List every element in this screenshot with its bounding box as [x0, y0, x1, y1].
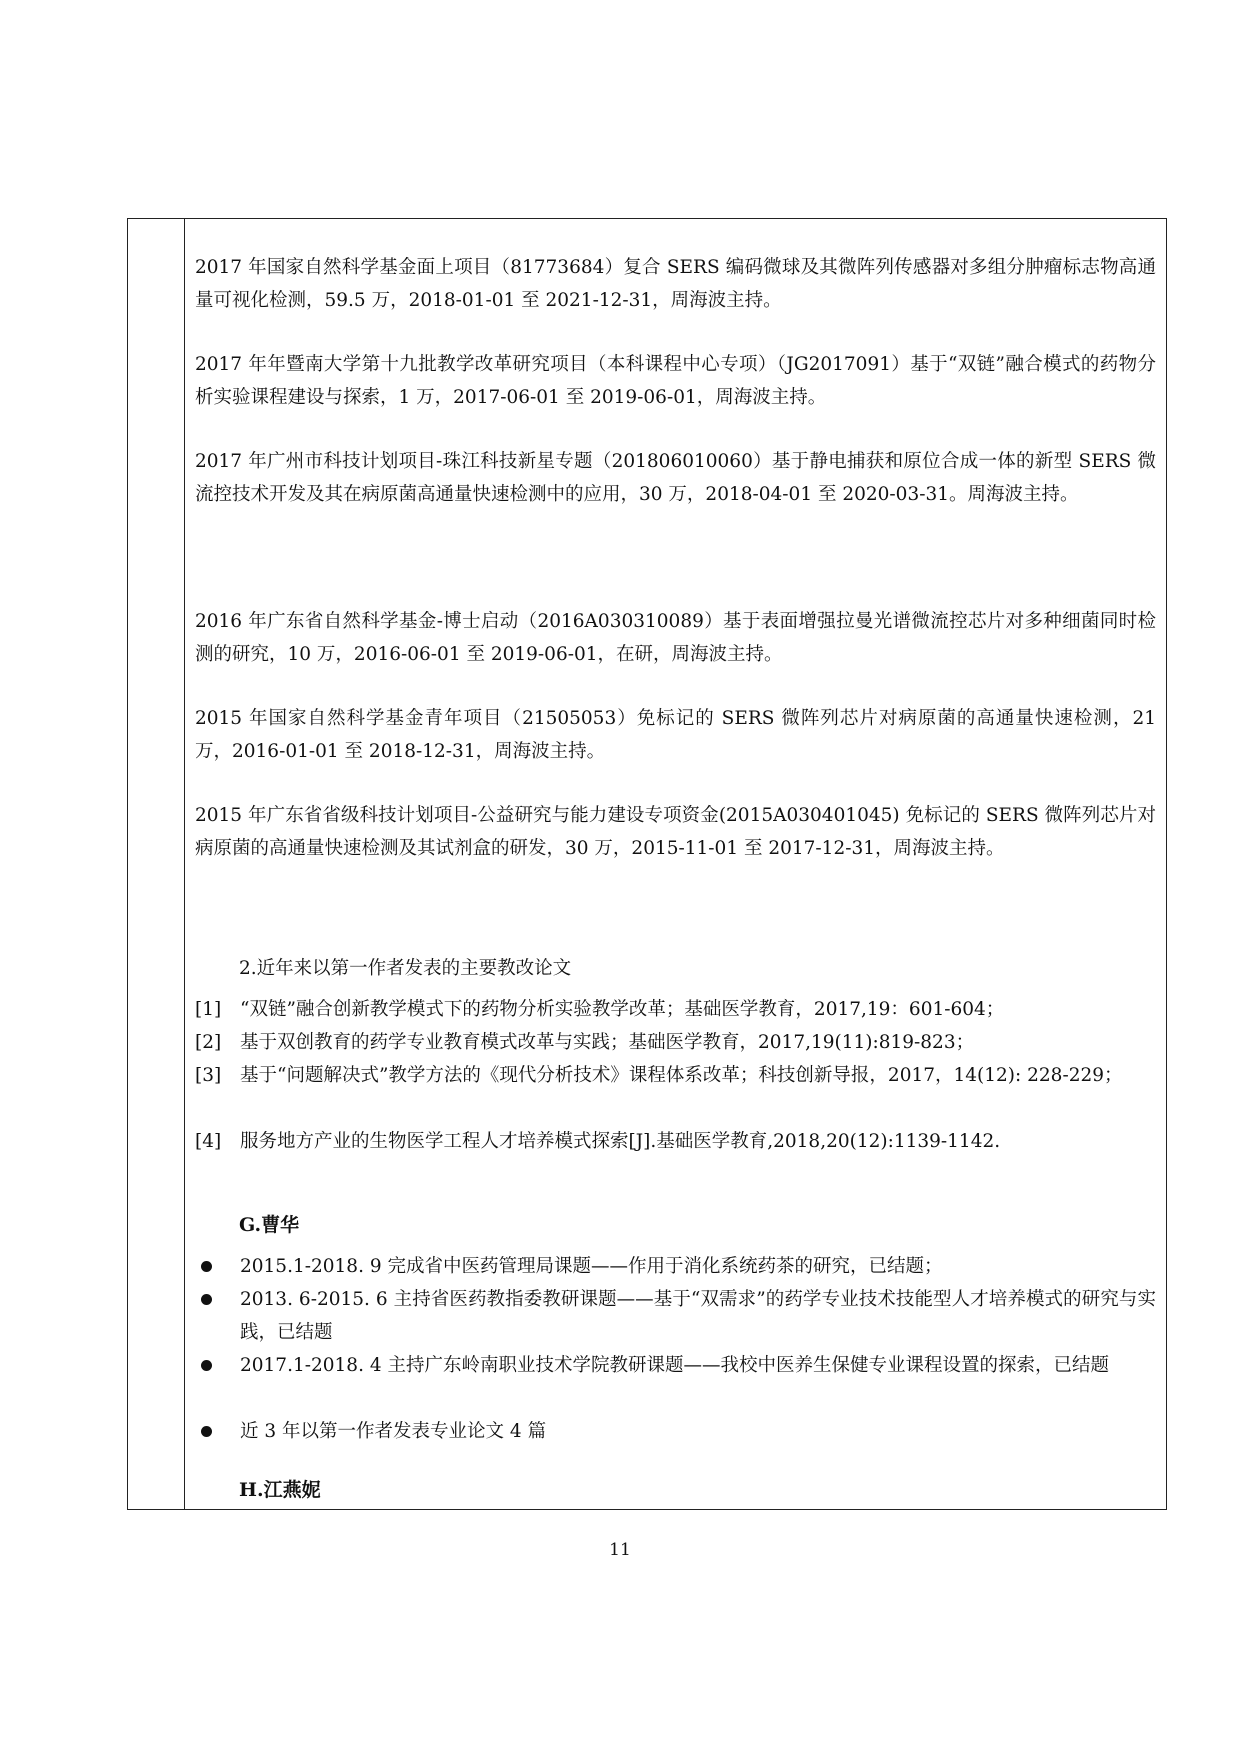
reference-text: “双链”融合创新教学模式下的药物分析实验教学改革；基础医学教育，2017,19：601-604； [240, 999, 1005, 1020]
person-heading-h: H.江燕妮 [239, 1479, 321, 1501]
reference-text: 服务地方产业的生物医学工程人才培养模式探索[J].基础医学教育,2018,20(12):1139-1142. [240, 1131, 1001, 1152]
project-paragraph: 2017 年国家自然科学基金面上项目（81773684）复合 SERS 编码微球及其微阵列传感器对多组分肿瘤标志物高通量可视化检测，59.5 万，2018-01-01 至 2021-12-31，周海波主持。 [195, 257, 1156, 311]
reference-number: [1] [195, 999, 222, 1020]
reference-number: [3] [195, 1065, 222, 1086]
project-paragraph: 2016 年广东省自然科学基金-博士启动（2016A030310089）基于表面增强拉曼光谱微流控芯片对多种细菌同时检测的研究，10 万，2016-06-01 至 2019-06-01，在研，周海波主持。 [195, 611, 1156, 665]
reference-number: [4] [195, 1131, 222, 1152]
column-divider [184, 219, 185, 1509]
reference-text: 基于“问题解决式”教学方法的《现代分析技术》课程体系改革；科技创新导报，2017，14(12): 228-229； [240, 1065, 1123, 1086]
table-content-cell [195, 219, 1156, 1509]
bullet-text: 2015.1-2018. 9 完成省中医药管理局课题——作用于消化系统药茶的研究，已结题； [240, 1256, 943, 1277]
content-table [127, 218, 1167, 1510]
project-paragraph: 2017 年广州市科技计划项目-珠江科技新星专题（201806010060）基于静电捕获和原位合成一体的新型 SERS 微流控技术开发及其在病原菌高通量快速检测中的应用，30 万，2018-04-01 至 2020-03-31。周海波主持。 [195, 451, 1156, 505]
papers-heading: 2.近年来以第一作者发表的主要教改论文 [239, 958, 572, 979]
project-paragraph: 2015 年广东省省级科技计划项目-公益研究与能力建设专项资金(2015A030401045) 免标记的 SERS 微阵列芯片对病原菌的高通量快速检测及其试剂盒的研发，30 万，2015-11-01 至 2017-12-31，周海波主持。 [195, 805, 1156, 859]
person-heading-g: G.曹华 [239, 1214, 300, 1236]
bullet-dot-icon [201, 1426, 212, 1437]
bullet-dot-icon [201, 1261, 212, 1272]
bullet-dot-icon [201, 1360, 212, 1371]
bullet-text: 2017.1-2018. 4 主持广东岭南职业技术学院教研课题——我校中医养生保健专业课程设置的探索，已结题 [240, 1355, 1109, 1376]
reference-number: [2] [195, 1032, 222, 1053]
project-paragraph: 2017 年年暨南大学第十九批教学改革研究项目（本科课程中心专项）（JG2017091）基于“双链”融合模式的药物分析实验课程建设与探索，1 万，2017-06-01 至 2019-06-01，周海波主持。 [195, 354, 1156, 408]
bullet-dot-icon [201, 1294, 212, 1305]
page-number: 11 [609, 1540, 631, 1560]
bullet-text: 2013. 6-2015. 6 主持省医药教指委教研课题——基于“双需求”的药学专业技术技能型人才培养模式的研究与实践，已结题 [240, 1289, 1156, 1343]
bullet-text: 近 3 年以第一作者发表专业论文 4 篇 [240, 1421, 547, 1442]
reference-text: 基于双创教育的药学专业教育模式改革与实践；基础医学教育，2017,19(11):819-823； [240, 1032, 975, 1053]
project-paragraph: 2015 年国家自然科学基金青年项目（21505053）免标记的 SERS 微阵列芯片对病原菌的高通量快速检测，21 万，2016-01-01 至 2018-12-31，周海波主持。 [195, 708, 1156, 762]
